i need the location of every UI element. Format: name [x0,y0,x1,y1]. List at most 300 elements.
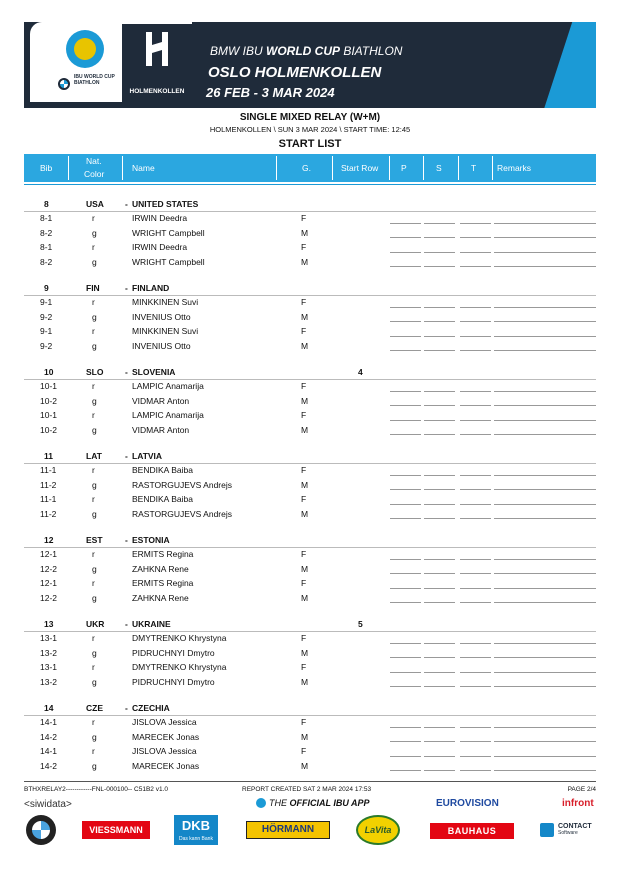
write-in-line [494,672,596,673]
contact-name: CONTACT [558,823,592,830]
siwidata-logo: <siwidata> [24,799,72,810]
write-in-line [494,336,596,337]
ibu-logo-text: IBU WORLD CUP BIATHLON [74,74,115,86]
athlete-gender: F [301,633,307,643]
athlete-name: PIDRUCHNYI Dmytro [132,676,215,687]
team-row [24,449,596,463]
athlete-color: g [92,227,97,238]
athlete-color: g [92,508,97,519]
dkb-logo [174,815,218,845]
athlete-row [24,744,596,759]
write-in-line [494,307,596,308]
series-suffix: BIATHLON [340,44,403,58]
write-in-line [424,672,455,673]
athlete-name: MARECEK Jonas [132,760,200,771]
athlete-name: MINKKINEN Suvi [132,297,199,307]
write-in-line [460,672,491,673]
write-in-line [460,307,491,308]
event-dates: 26 FEB - 3 MAR 2024 [206,85,335,100]
team-bib: 8 [44,199,49,209]
write-in-line [390,223,421,224]
athlete-color: r [92,549,95,559]
write-in-line [390,770,421,771]
col-nat: Nat. [86,156,102,166]
athlete-gender: F [301,410,307,420]
athlete-name: LAMPIC Anamarija [132,410,204,420]
bauhaus-logo: BAUHAUS [430,823,514,839]
write-in-line [424,559,455,560]
write-in-line [424,420,455,421]
athlete-row [24,576,596,591]
athlete-bib: 8-2 [40,256,53,267]
write-in-line [390,434,421,435]
athlete-color: g [92,592,97,603]
write-in-line [460,321,491,322]
athlete-color: g [92,340,97,351]
athlete-bib: 10-1 [40,410,58,420]
athlete-gender: M [301,340,309,351]
team-name: UNITED STATES [132,199,199,209]
athlete-name: BENDIKA Baiba [132,494,193,504]
athlete-name: ZAHKNA Rene [132,563,189,574]
write-in-line [424,770,455,771]
write-in-line [390,559,421,560]
athlete-gender: F [301,746,307,756]
athlete-color: g [92,760,97,771]
athlete-color: r [92,717,95,727]
athlete-name: IRWIN Deedra [132,242,188,252]
write-in-line [494,657,596,658]
write-in-line [494,741,596,742]
athlete-row [24,379,596,394]
team-name: UKRAINE [132,619,171,629]
athlete-name: WRIGHT Campbell [132,227,205,238]
athlete-gender: M [301,227,309,238]
team-nat: SLO [86,367,104,377]
athlete-color: g [92,563,97,574]
athlete-color: r [92,633,95,643]
athlete-name: INVENIUS Otto [132,311,191,322]
write-in-line [494,770,596,771]
athlete-row [24,394,596,409]
athlete-gender: M [301,731,309,742]
write-in-line [460,223,491,224]
write-in-line [460,741,491,742]
athlete-row [24,715,596,730]
athlete-gender: M [301,647,309,658]
write-in-line [424,686,455,687]
write-in-line [494,504,596,505]
athlete-row [24,730,596,745]
athlete-gender: F [301,578,307,588]
write-in-line [460,252,491,253]
athlete-bib: 10-2 [40,424,58,435]
ibu-world-cup-logo [38,26,118,98]
write-in-line [460,350,491,351]
athlete-gender: M [301,311,309,322]
athlete-bib: 9-2 [40,311,53,322]
write-in-line [390,336,421,337]
write-in-line [494,518,596,519]
write-in-line [390,252,421,253]
infront-logo: infront [562,798,594,809]
write-in-line [460,602,491,603]
athlete-row [24,226,596,241]
col-p: P [401,163,407,173]
athlete-row [24,310,596,325]
write-in-line [424,475,455,476]
write-in-line [390,266,421,267]
team-row [24,197,596,211]
write-in-line [494,686,596,687]
dkb-tagline: Das kann Bank [179,836,213,842]
race-title: SINGLE MIXED RELAY (W+M) [239,112,381,123]
table-header [24,154,596,182]
team-nat: UKR [86,619,105,629]
athlete-name: BENDIKA Baiba [132,465,193,475]
team-nat: USA [86,199,104,209]
ibu-app-text: OFFICIAL IBU APP [289,798,370,808]
athlete-color: g [92,731,97,742]
team-dash: - [125,283,128,293]
athlete-color: g [92,424,97,435]
write-in-line [460,559,491,560]
write-in-line [424,741,455,742]
col-divider [276,156,277,180]
team-row [24,281,596,295]
write-in-line [424,307,455,308]
athlete-row [24,211,596,226]
write-in-line [494,434,596,435]
write-in-line [494,588,596,589]
write-in-line [390,741,421,742]
write-in-line [494,223,596,224]
athlete-bib: 14-2 [40,731,58,742]
write-in-line [494,602,596,603]
write-in-line [460,518,491,519]
write-in-line [460,237,491,238]
ibu-app-icon [256,798,266,808]
athlete-bib: 10-2 [40,395,58,406]
athlete-bib: 11-2 [40,479,57,490]
team-name: FINLAND [132,283,170,293]
athlete-row [24,759,596,774]
athlete-bib: 11-1 [40,494,57,504]
write-in-line [494,420,596,421]
write-in-line [424,405,455,406]
athlete-color: r [92,326,95,336]
athlete-name: MARECEK Jonas [132,731,200,742]
athlete-name: WRIGHT Campbell [132,256,205,267]
write-in-line [390,321,421,322]
write-in-line [460,266,491,267]
athlete-gender: F [301,297,307,307]
col-color: Color [84,169,105,179]
athlete-color: r [92,578,95,588]
contact-icon [540,823,554,837]
athlete-bib: 10-1 [40,381,58,391]
athlete-bib: 12-2 [40,563,58,574]
write-in-line [460,756,491,757]
athlete-bib: 14-1 [40,717,58,727]
athlete-gender: M [301,395,309,406]
write-in-line [390,420,421,421]
team-bib: 10 [44,367,54,377]
col-bib: Bib [40,163,53,173]
athlete-row [24,478,596,493]
athlete-gender: M [301,760,309,771]
athlete-name: VIDMAR Anton [132,424,190,435]
athlete-color: r [92,242,95,252]
header-separator [24,184,596,185]
write-in-line [424,350,455,351]
team-dash: - [125,619,128,629]
team-nat: CZE [86,703,103,713]
col-divider [389,156,390,180]
team-dash: - [125,367,128,377]
write-in-line [494,573,596,574]
write-in-line [424,237,455,238]
athlete-row [24,423,596,438]
athlete-bib: 11-1 [40,465,57,475]
col-divider [492,156,493,180]
athlete-gender: F [301,242,307,252]
write-in-line [494,475,596,476]
write-in-line [424,391,455,392]
team-name: ESTONIA [132,535,170,545]
report-code: BTHXRELAY2------------FNL-000100-- C51B2 v1.0 [24,786,168,793]
athlete-bib: 11-2 [40,508,57,519]
dkb-logo-text: DKB [181,818,211,833]
write-in-line [390,350,421,351]
write-in-line [494,756,596,757]
athlete-gender: F [301,326,307,336]
write-in-line [494,237,596,238]
bmw-roundel-icon [32,821,50,839]
team-bib: 9 [44,283,49,293]
athlete-row [24,240,596,255]
athlete-name: ZAHKNA Rene [132,592,189,603]
lavita-logo: LaVita [356,815,400,845]
write-in-line [424,756,455,757]
athlete-color: g [92,395,97,406]
athlete-gender: M [301,508,309,519]
athlete-color: r [92,465,95,475]
write-in-line [424,518,455,519]
write-in-line [390,756,421,757]
col-gender: G. [302,163,311,173]
write-in-line [494,391,596,392]
write-in-line [390,672,421,673]
athlete-name: RASTORGUJEVS Andrejs [132,479,232,490]
team-name: CZECHIA [132,703,170,713]
team-dash: - [125,535,128,545]
write-in-line [424,573,455,574]
ibu-app-prefix: THE [269,798,290,808]
athlete-name: ERMITS Regina [132,549,194,559]
race-info: HOLMENKOLLEN \ SUN 3 MAR 2024 \ START TIME: 12:45 [209,125,411,134]
series-bold: WORLD CUP [266,44,340,58]
footer-divider [24,781,596,782]
write-in-line [460,434,491,435]
athlete-bib: 13-1 [40,662,58,672]
team-bib: 12 [44,535,54,545]
athlete-name: RASTORGUJEVS Andrejs [132,508,232,519]
write-in-line [424,727,455,728]
write-in-line [460,504,491,505]
athlete-row [24,492,596,507]
athlete-color: g [92,647,97,658]
page-number: PAGE 2/4 [567,786,596,793]
write-in-line [390,727,421,728]
contact-software-logo [540,821,600,839]
write-in-line [424,252,455,253]
athlete-row [24,324,596,339]
holmenkollen-logo [122,24,192,102]
athlete-gender: M [301,479,309,490]
athlete-bib: 13-2 [40,676,58,687]
athlete-gender: M [301,676,309,687]
athlete-gender: F [301,465,307,475]
athlete-color: g [92,256,97,267]
write-in-line [424,489,455,490]
write-in-line [390,657,421,658]
athlete-color: g [92,311,97,322]
athlete-name: DMYTRENKO Khrystyna [132,633,227,643]
write-in-line [460,489,491,490]
athlete-bib: 8-1 [40,242,53,252]
write-in-line [424,643,455,644]
write-in-line [460,643,491,644]
team-start-row: 4 [358,367,363,377]
athlete-row [24,463,596,478]
athlete-bib: 9-2 [40,340,53,351]
athlete-row [24,660,596,675]
write-in-line [460,770,491,771]
col-remarks: Remarks [497,163,532,173]
team-name: SLOVENIA [132,367,176,377]
athlete-color: g [92,479,97,490]
team-dash: - [125,451,128,461]
write-in-line [424,336,455,337]
write-in-line [390,518,421,519]
write-in-line [390,602,421,603]
event-location: OSLO HOLMENKOLLEN [208,64,382,81]
team-bib: 11 [44,451,53,461]
team-row [24,365,596,379]
team-start-row: 5 [358,619,363,629]
write-in-line [494,643,596,644]
athlete-color: r [92,494,95,504]
athlete-bib: 12-2 [40,592,58,603]
team-bib: 14 [44,703,54,713]
team-row [24,533,596,547]
athlete-gender: M [301,256,309,267]
athlete-color: r [92,662,95,672]
athlete-row [24,675,596,690]
write-in-line [494,559,596,560]
athlete-color: g [92,676,97,687]
athlete-gender: F [301,662,307,672]
write-in-line [460,686,491,687]
write-in-line [494,321,596,322]
athlete-bib: 12-1 [40,578,58,588]
athlete-row [24,295,596,310]
athlete-color: r [92,297,95,307]
write-in-line [460,475,491,476]
write-in-line [494,405,596,406]
write-in-line [390,504,421,505]
team-nat: EST [86,535,103,545]
athlete-name: MINKKINEN Suvi [132,326,199,336]
athlete-name: LAMPIC Anamarija [132,381,204,391]
athlete-gender: M [301,424,309,435]
col-divider [332,156,333,180]
eurovision-logo: EUROVISION [436,798,499,809]
athlete-color: r [92,213,95,223]
write-in-line [494,252,596,253]
write-in-line [460,727,491,728]
athlete-gender: F [301,381,307,391]
write-in-line [424,588,455,589]
athlete-bib: 13-1 [40,633,58,643]
athlete-gender: M [301,563,309,574]
write-in-line [390,573,421,574]
athlete-row [24,646,596,661]
write-in-line [424,321,455,322]
athlete-bib: 12-1 [40,549,58,559]
write-in-line [460,420,491,421]
athlete-name: JISLOVA Jessica [132,746,197,756]
ibu-app-logo [256,798,370,808]
col-t: T [471,163,477,173]
write-in-line [494,350,596,351]
col-divider [423,156,424,180]
athlete-row [24,255,596,270]
athlete-gender: F [301,549,307,559]
athlete-name: JISLOVA Jessica [132,717,197,727]
team-nat: FIN [86,283,100,293]
athlete-bib: 9-1 [40,297,53,307]
write-in-line [390,489,421,490]
col-name: Name [132,163,155,173]
team-name: LATVIA [132,451,163,461]
athlete-row [24,631,596,646]
athlete-name: PIDRUCHNYI Dmytro [132,647,215,658]
col-start-row: Start Row [341,163,379,173]
report-created: REPORT CREATED SAT 2 MAR 2024 17:53 [242,786,372,793]
athlete-color: r [92,410,95,420]
athlete-row [24,591,596,606]
hormann-logo: HÖRMANN [246,821,330,839]
athlete-name: ERMITS Regina [132,578,194,588]
write-in-line [390,643,421,644]
write-in-line [424,434,455,435]
athlete-name: VIDMAR Anton [132,395,190,406]
banner-accent-stripe [537,22,596,108]
event-series [210,44,402,58]
athlete-gender: F [301,213,307,223]
list-title: START LIST [278,138,342,150]
write-in-line [390,405,421,406]
write-in-line [424,602,455,603]
athlete-row [24,562,596,577]
team-bib: 13 [44,619,54,629]
team-row [24,701,596,715]
athlete-row [24,408,596,423]
athlete-bib: 9-1 [40,326,53,336]
athlete-row [24,339,596,354]
